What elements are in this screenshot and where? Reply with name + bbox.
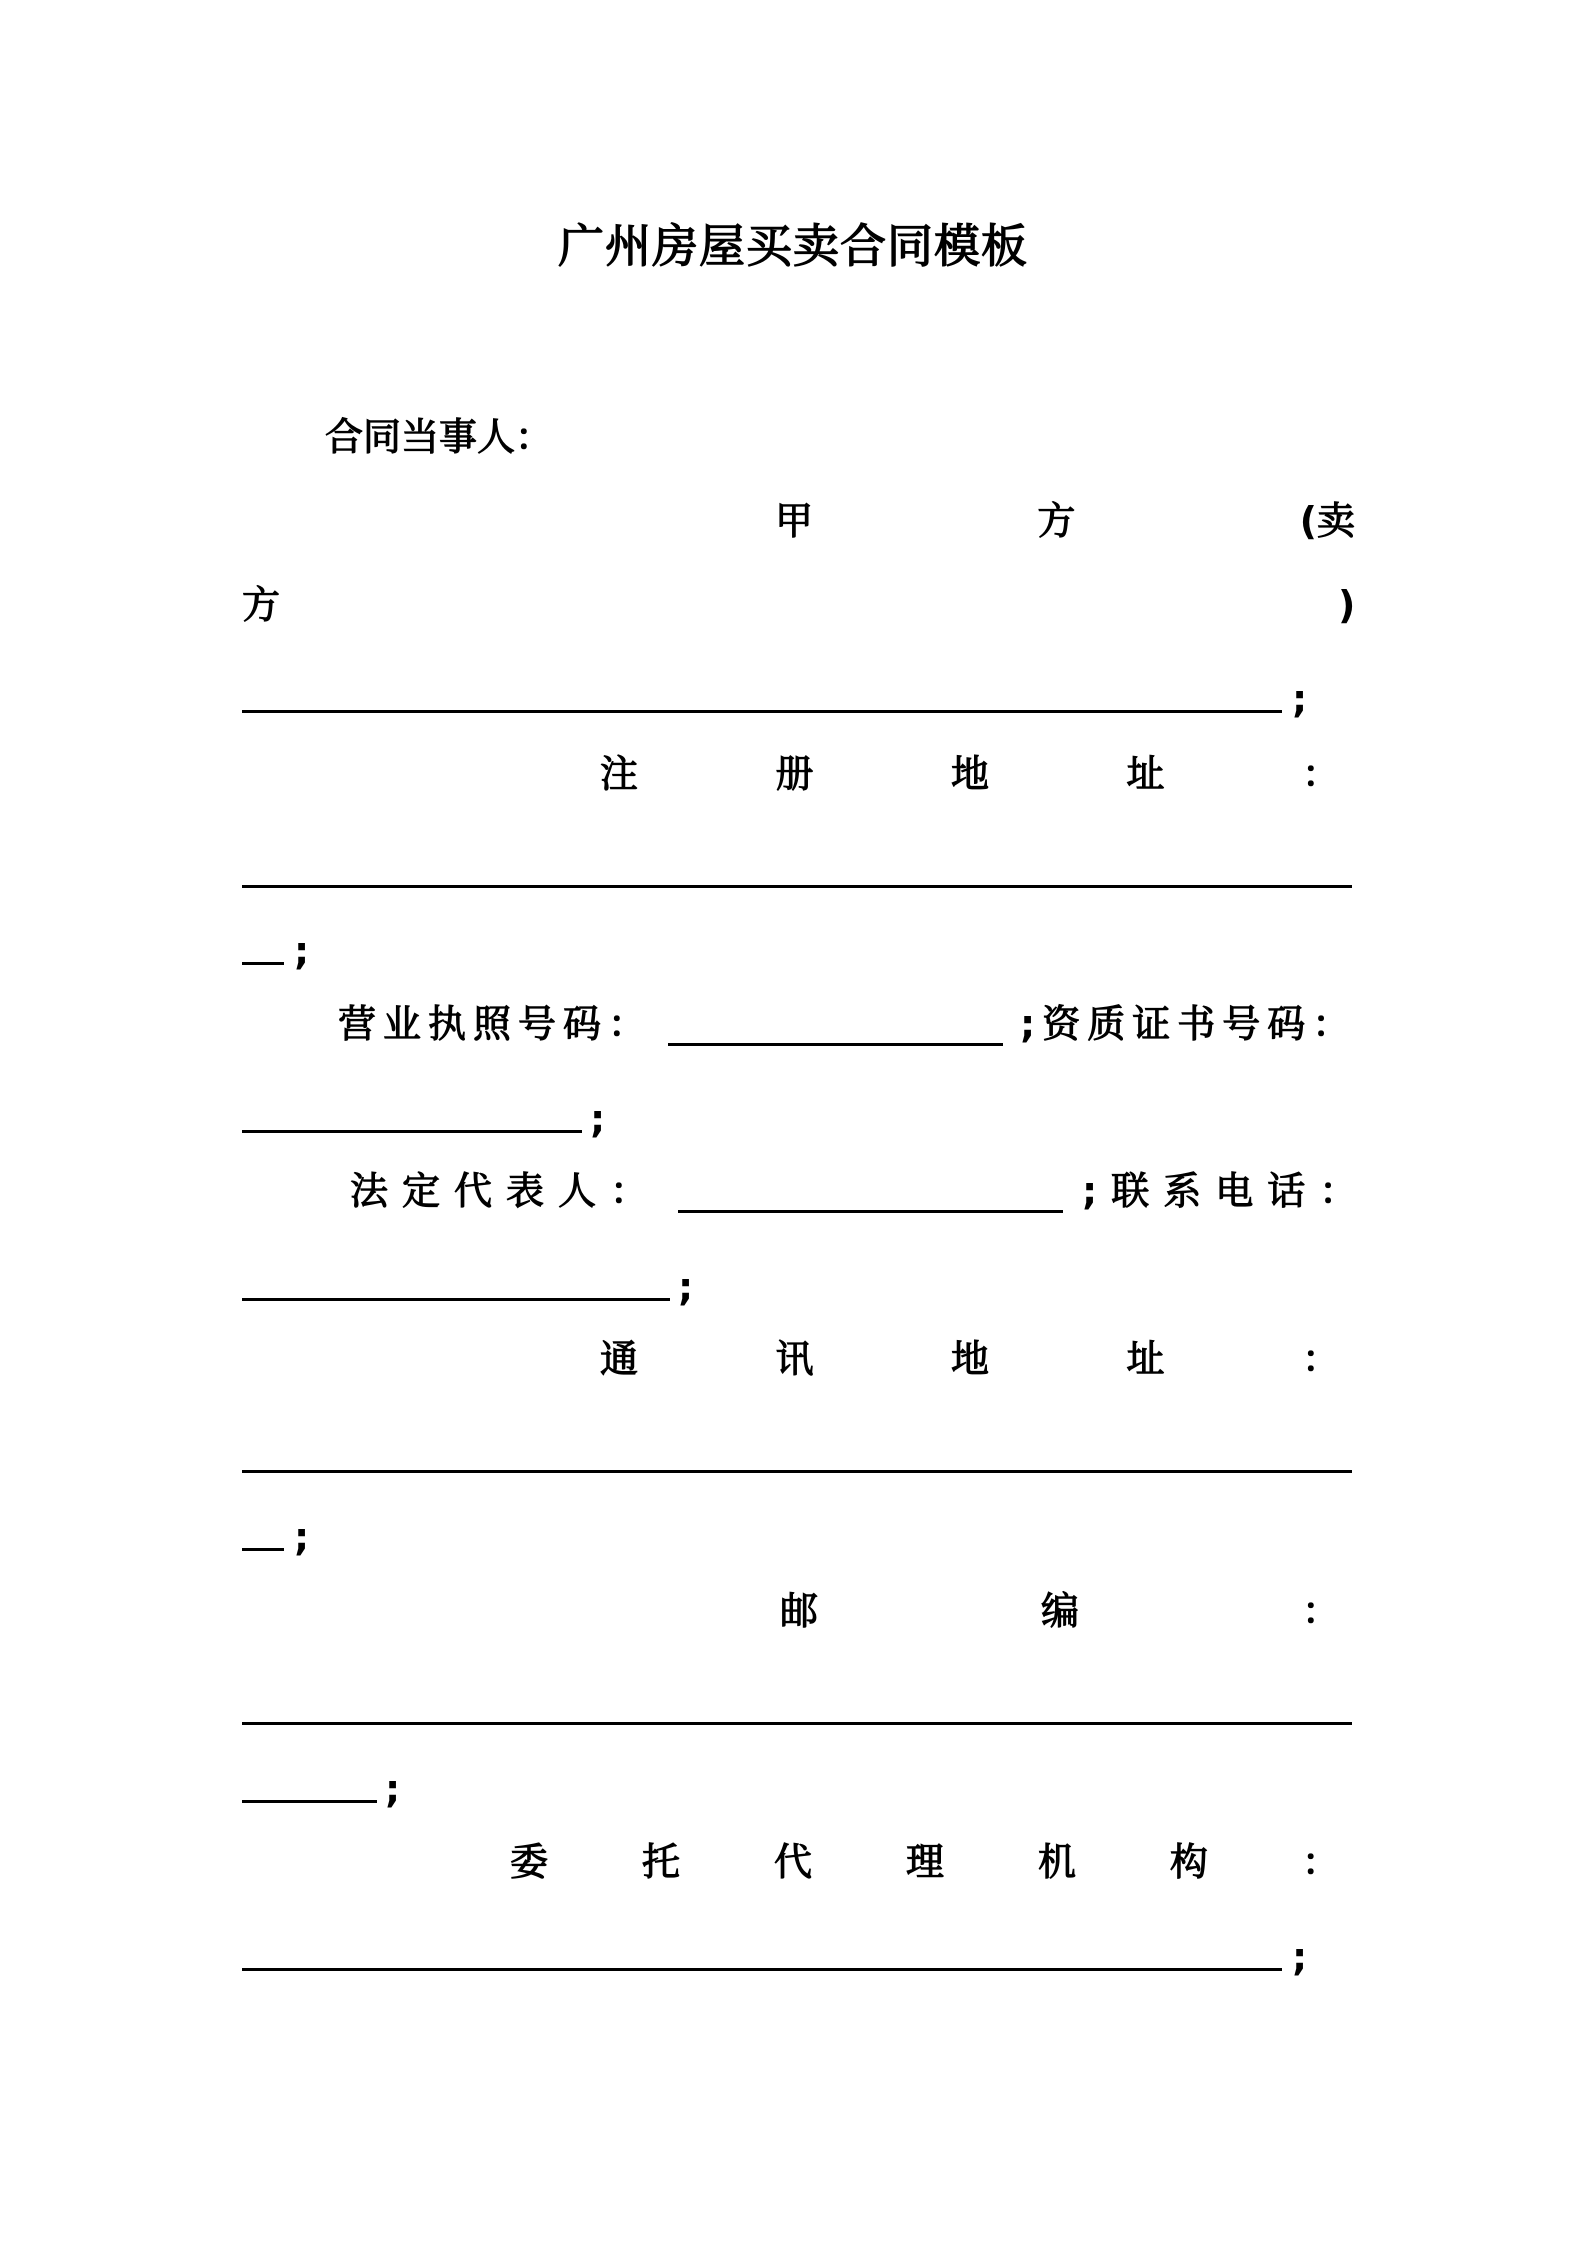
license-label: 营业执照号码： xyxy=(338,1002,654,1046)
phone-label: ;联系电话： xyxy=(1082,1169,1372,1213)
semicolon: ; xyxy=(1292,1935,1308,1979)
mail-address-label: 通 讯 地 址 ： xyxy=(600,1337,1340,1381)
semicolon: ; xyxy=(1292,677,1308,721)
semicolon: ; xyxy=(294,929,310,973)
party-a-label-close: ) xyxy=(1338,583,1356,627)
postcode-blank[interactable] xyxy=(242,1722,1352,1725)
legal-rep-blank[interactable] xyxy=(678,1210,1063,1213)
semicolon: ; xyxy=(385,1767,401,1811)
party-a-label-cont: 方 xyxy=(242,583,281,627)
document-title: 广州房屋买卖合同模板 xyxy=(558,219,1028,273)
postcode-blank-cont[interactable] xyxy=(242,1800,377,1803)
mail-address-blank-cont[interactable] xyxy=(242,1548,284,1551)
postcode-label: 邮 编 ： xyxy=(780,1589,1340,1633)
phone-blank[interactable] xyxy=(242,1298,670,1301)
party-a-name-blank[interactable] xyxy=(242,710,1282,713)
party-a-char: (卖 xyxy=(1299,499,1355,543)
qualification-number-blank[interactable] xyxy=(242,1130,582,1133)
party-a-char: 甲 xyxy=(775,499,814,543)
reg-address-label: 注 册 地 址 ： xyxy=(600,752,1340,796)
qualification-label: ;资质证书号码： xyxy=(1020,1002,1358,1046)
agency-label: 委 托 代 理 机 构 ： xyxy=(510,1840,1340,1884)
semicolon: ; xyxy=(590,1097,606,1141)
parties-label: 合同当事人： xyxy=(325,415,554,459)
semicolon: ; xyxy=(294,1515,310,1559)
reg-address-blank[interactable] xyxy=(242,885,1352,888)
semicolon: ; xyxy=(678,1265,694,1309)
license-number-blank[interactable] xyxy=(668,1043,1003,1046)
legal-rep-label: 法定代表人： xyxy=(350,1169,663,1213)
mail-address-blank[interactable] xyxy=(242,1470,1352,1473)
reg-address-blank-cont[interactable] xyxy=(242,962,284,965)
party-a-char: 方 xyxy=(1037,499,1076,543)
party-a-label xyxy=(775,499,1355,543)
agency-blank[interactable] xyxy=(242,1968,1282,1971)
